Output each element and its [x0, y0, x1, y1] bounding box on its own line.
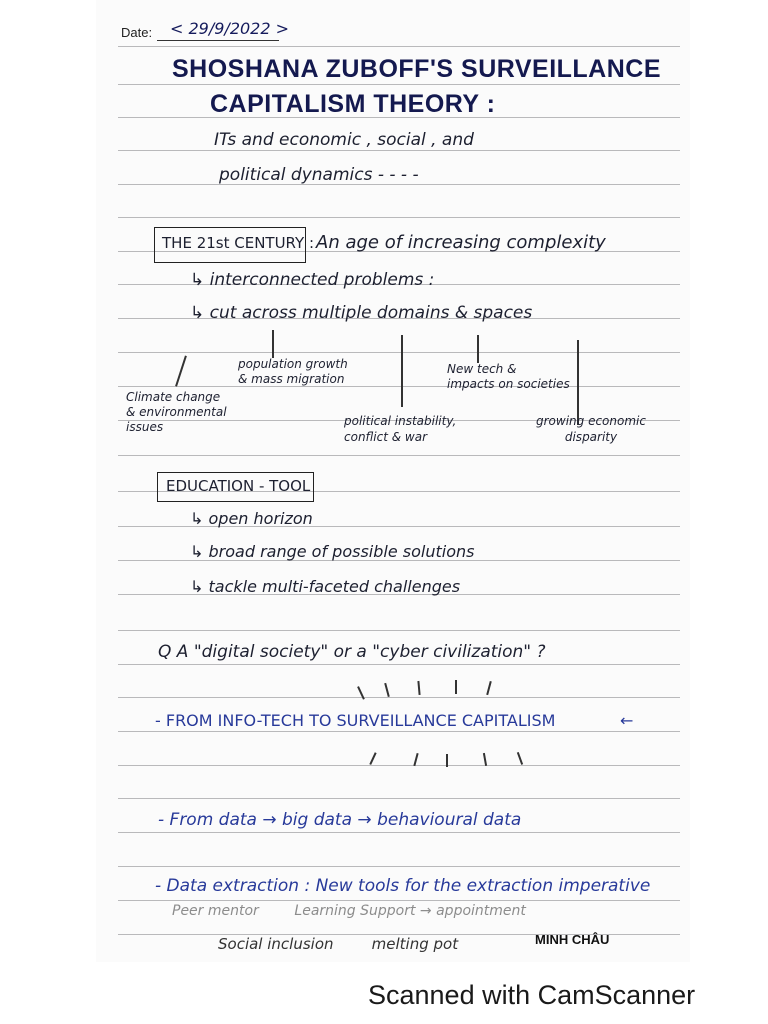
century-description: An age of increasing complexity: [316, 232, 606, 253]
education-label: EDUCATION - TOOL: [166, 477, 311, 495]
domain-political: political instability, conflict & war: [344, 414, 457, 444]
century-label: THE 21st CENTURY :: [162, 234, 314, 252]
bleed-line-1: Peer mentor Learning Support → appointment: [172, 903, 526, 919]
scanner-watermark: Scanned with CamScanner: [368, 980, 696, 1010]
author-signature: MINH CHÂU: [535, 932, 610, 947]
branch-stroke-4: [477, 335, 479, 363]
century-bullet-2: ↳ cut across multiple domains & spaces: [190, 303, 533, 323]
bleed-line-2: Social inclusion melting pot: [218, 935, 459, 953]
date-label: Date:: [121, 25, 153, 40]
date-value: < 29/9/2022 >: [170, 19, 290, 38]
domain-climate: Climate change & environmental issues: [126, 390, 227, 434]
tick-4: [455, 680, 457, 694]
branch-stroke-2: [272, 330, 274, 358]
domain-new-tech: New tech & impacts on societies: [447, 362, 570, 391]
domain-economic: growing economic disparity: [536, 414, 646, 444]
question-line: Q A "digital society" or a "cyber civilization" ?: [158, 642, 546, 662]
page-title-line2: CAPITALISM THEORY :: [210, 90, 496, 118]
century-bullet-1: ↳ interconnected problems :: [190, 270, 435, 290]
page-title-line1: SHOSHANA ZUBOFF'S SURVEILLANCE: [172, 55, 662, 83]
arrow-mark: ←: [620, 711, 634, 730]
education-bullet-2: ↳ broad range of possible solutions: [190, 542, 475, 561]
education-bullet-1: ↳ open horizon: [190, 509, 313, 528]
tick-8: [446, 754, 448, 767]
section-data: - From data → big data → behavioural data: [158, 810, 522, 830]
section-extraction: - Data extraction : New tools for the extraction imperative: [155, 876, 651, 896]
section-info-tech: - FROM INFO-TECH TO SURVEILLANCE CAPITALISM: [155, 711, 556, 730]
education-bullet-3: ↳ tackle multi-faceted challenges: [190, 577, 461, 596]
subtitle-line2: political dynamics - - - -: [219, 165, 419, 185]
domain-population: population growth & mass migration: [238, 357, 348, 386]
branch-stroke-3: [401, 335, 403, 407]
date-underline: [157, 40, 279, 41]
subtitle-line1: ITs and economic , social , and: [214, 130, 474, 150]
